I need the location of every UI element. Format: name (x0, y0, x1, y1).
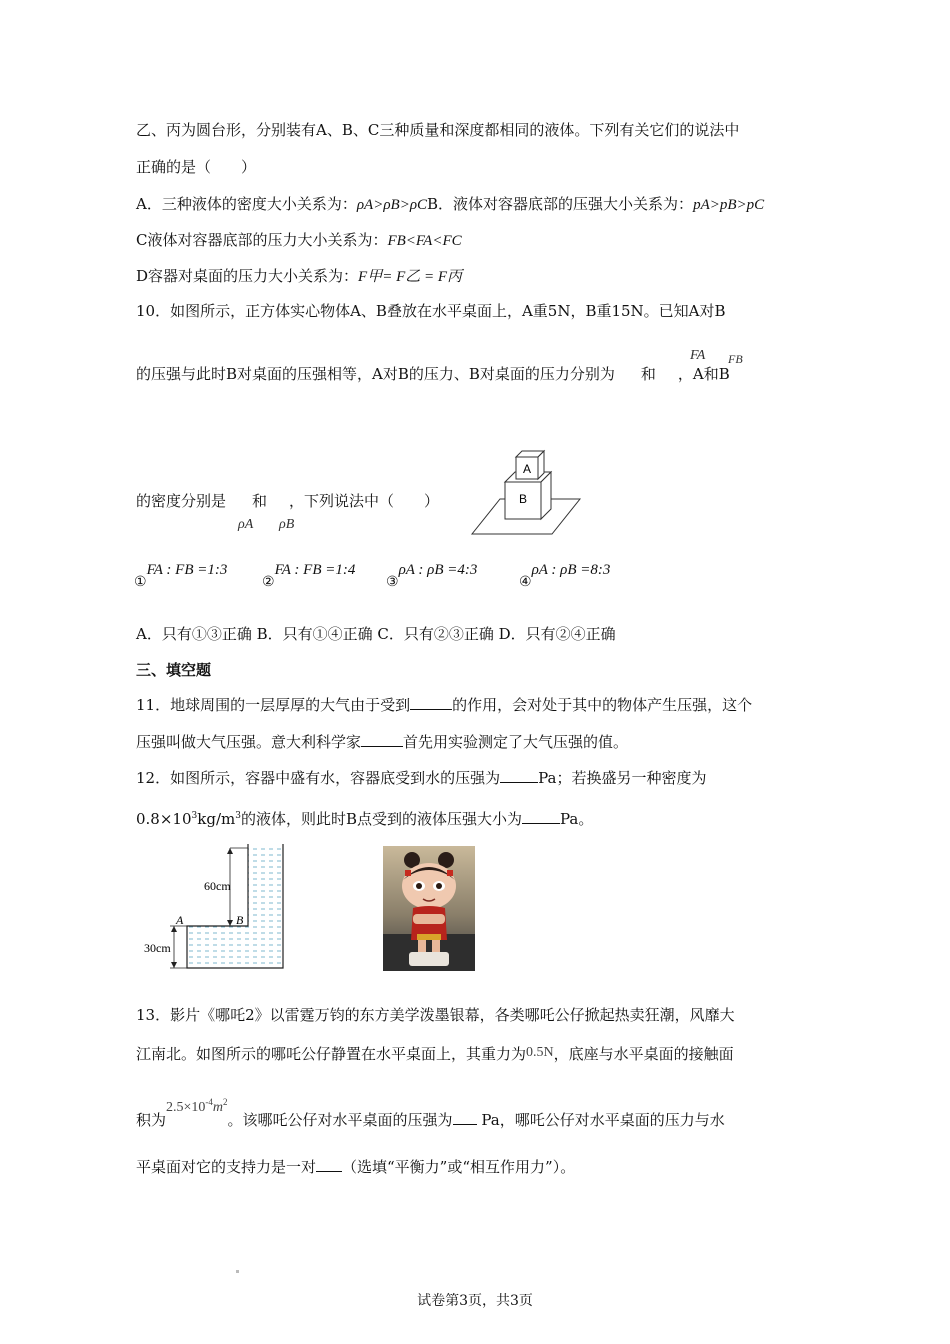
q13-line-1: 13．影片《哪吒2》以雷霆万钧的东方美学泼墨银幕，各类哪吒公仔掀起热卖狂潮，风靡大 (136, 1006, 735, 1024)
q13-area-value (166, 1097, 228, 1115)
q12-density-value: 0.8×10 (136, 810, 192, 828)
q11-line-2b: 首先用实验测定了大气压强的值。 (403, 733, 629, 751)
stray-dot (236, 1270, 239, 1273)
q9-option-d (136, 266, 462, 287)
q11-line-1 (136, 695, 752, 715)
q9-option-c (136, 230, 462, 251)
q12-line-2c: 的液体，则此时B点受到的液体压强大小为 (240, 810, 522, 828)
statement-expr: ρA : ρB =8:3 (531, 562, 611, 578)
container-figure (140, 840, 300, 980)
stacked-cubes-figure (465, 447, 585, 537)
q13-line-2a: 江南北。如图所示的哪吒公仔静置在水平桌面上，其重力为 (136, 1045, 527, 1063)
pupil-right (436, 883, 442, 889)
q10-line-2a: 的压强与此时B对桌面的压强相等，A对B的压力、B对桌面的压力分别为 (136, 365, 615, 383)
q9-option-a-expr: ρA>ρB>ρC (356, 197, 428, 213)
q10-line-2 (136, 364, 730, 384)
hair-ribbon-left (405, 870, 411, 876)
q9-option-c-label: C液体对容器底部的压力大小关系为： (136, 231, 388, 249)
figurine-belt (417, 934, 441, 940)
q13-weight-value: 0.5N (526, 1045, 554, 1060)
figurine-arms (413, 914, 445, 924)
q13-area-exp: -4 (205, 1097, 213, 1107)
q13-line-3 (136, 1097, 725, 1132)
symbol-rho-b: ρB (279, 517, 295, 532)
arrow-down-icon (227, 920, 233, 926)
q11-blank-1[interactable] (410, 695, 452, 710)
q12-line-1 (136, 768, 706, 788)
q13-area-unit-exp: 2 (223, 1097, 228, 1107)
q9-option-b-expr: pA>pB>pC (693, 197, 765, 213)
figurine-base (409, 952, 449, 966)
q9-option-c-expr: FB<FA<FC (387, 233, 462, 249)
q10-statement-4 (519, 562, 611, 590)
q9-question-end: 正确的是（ ） (136, 158, 257, 176)
water-fill (187, 848, 283, 968)
q13-blank-2[interactable] (316, 1157, 342, 1172)
statement-expr: ρA : ρB =4:3 (398, 562, 478, 578)
q12-line-1a: 12．如图所示，容器中盛有水，容器底受到水的压强为 (136, 769, 501, 787)
point-b-label: B (236, 913, 244, 927)
arrow-down-icon (171, 962, 177, 968)
statement-expr: FA : FB =1:3 (146, 562, 228, 578)
q10-line-3b: 和 (252, 492, 268, 510)
symbol-rho-a: ρA (238, 517, 254, 532)
q13-area-mantissa: 2.5×10 (166, 1100, 206, 1115)
q13-line-4 (136, 1157, 575, 1177)
symbol-fa: FA (690, 348, 706, 363)
q13-line-2b: ，底座与水平桌面的接触面 (553, 1045, 734, 1063)
q11-blank-2[interactable] (361, 732, 403, 747)
q10-line-3c: ，下列说法中（ ） (289, 492, 440, 510)
statement-expr: FA : FB =1:4 (274, 562, 356, 578)
q12-blank-1[interactable] (500, 768, 538, 783)
q11-line-1b: 的作用，会对处于其中的物体产生压强，这个 (452, 696, 753, 714)
nezha-figurine-photo (383, 846, 475, 971)
q10-line-2b: ，A和B (677, 365, 730, 383)
q9-option-d-expr: F甲= F乙 = F丙 (358, 269, 463, 285)
arrow-up-icon (227, 848, 233, 854)
figurine-leg-left (418, 940, 426, 952)
q13-line-3a: 积为 (136, 1111, 167, 1129)
q12-density-unit-exp: 3 (235, 811, 241, 821)
symbol-fb: FB (728, 352, 743, 366)
q12-line-2 (136, 806, 593, 829)
label-b: B (518, 492, 528, 506)
q9-options-ab (136, 194, 764, 215)
q9-option-a-label: A．三种液体的密度大小关系为： (136, 195, 357, 213)
label-60cm: 60cm (204, 879, 231, 893)
label-a: A (522, 462, 532, 476)
q13-line-3b: 。该哪吒公仔对水平桌面的压强为 (227, 1111, 453, 1129)
q10-he: 和 (640, 365, 656, 383)
statement-number: ③ (386, 575, 399, 590)
q10-line-3 (136, 491, 439, 511)
q11-line-2 (136, 732, 628, 752)
q11-line-2a: 压强叫做大气压强。意大利科学家 (136, 733, 362, 751)
q13-area-unit: m (212, 1100, 224, 1115)
q9-continuation: 乙、丙为圆台形，分别装有A、B、C三种质量和深度都相同的液体。下列有关它们的说法中 (136, 121, 740, 139)
q12-line-2d: Pa。 (559, 810, 594, 828)
q13-blank-1[interactable] (453, 1110, 477, 1125)
statement-number: ④ (519, 575, 532, 590)
label-30cm: 30cm (144, 941, 171, 955)
q12-density-exp: 3 (191, 811, 198, 821)
statement-number: ① (134, 575, 147, 590)
q12-blank-2[interactable] (522, 809, 560, 824)
q12-line-1b: Pa；若换盛另一种密度为 (538, 769, 707, 787)
q9-option-b-label: B．液体对容器底部的压强大小关系为： (427, 195, 694, 213)
q13-line-4a: 平桌面对它的支持力是一对 (136, 1158, 317, 1176)
pupil-left (416, 883, 422, 889)
hair-ribbon-right (447, 870, 453, 876)
q10-line-1: 10．如图所示，正方体实心物体A、B叠放在水平桌面上，A重5N，B重15N。已知A对B (136, 302, 726, 320)
q10-statement-1 (134, 562, 228, 590)
page-footer: 试卷第3页，共3页 (417, 1293, 533, 1309)
q12-density-unit: kg/m (197, 810, 236, 828)
q10-statement-3 (386, 562, 478, 590)
q10-choices: A．只有①③正确 B．只有①④正确 C．只有②③正确 D．只有②④正确 (136, 625, 616, 643)
section-3-title: 三、填空题 (136, 661, 212, 679)
q11-line-1a: 11．地球周围的一层厚厚的大气由于受到 (136, 696, 411, 714)
statement-number: ② (262, 575, 275, 590)
q13-line-4b: （选填“平衡力”或“相互作用力”）。 (342, 1158, 576, 1176)
figurine-leg-right (432, 940, 440, 952)
q10-statement-2 (262, 562, 356, 590)
q13-line-3c: Pa，哪吒公仔对水平桌面的压力与水 (476, 1111, 725, 1129)
point-a-label: A (176, 913, 184, 927)
q13-line-2 (136, 1044, 734, 1066)
q9-option-d-label: D容器对桌面的压力大小关系为： (136, 267, 359, 285)
q10-line-3a: 的密度分别是 (136, 492, 227, 510)
